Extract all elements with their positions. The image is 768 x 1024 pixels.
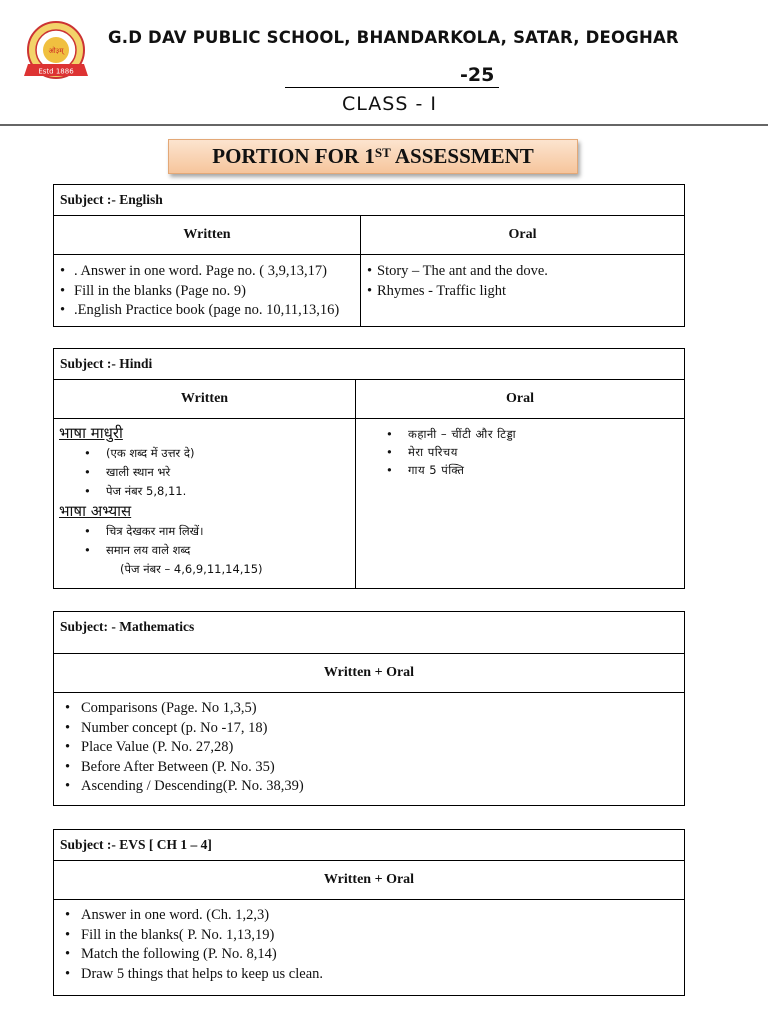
list-item: • Fill in the blanks (Page no. 9) (54, 282, 360, 302)
hindi-section-title: भाषा माधुरी (59, 424, 123, 442)
list-item: • पेज नंबर 5,8,11. (54, 482, 355, 501)
english-written-list (54, 262, 360, 321)
math-topic-list (54, 699, 684, 797)
math-subject: Subject: - Mathematics (60, 619, 195, 634)
list-item: • Number concept (p. No -17, 18) (59, 719, 684, 739)
assessment-banner: PORTION FOR 1ST ASSESSMENT (168, 139, 578, 174)
list-item: • . Answer in one word. Page no. ( 3,9,13,17) (54, 262, 360, 282)
list-item: • गाय 5 पंक्ति (356, 461, 684, 479)
year-underline (285, 87, 499, 88)
evs-topic-list (54, 906, 684, 984)
list-item: • कहानी – चींटी और टिड्डा (356, 425, 684, 443)
evs-column-header: Written + Oral (323, 872, 415, 887)
english-subject: Subject :- English (60, 192, 163, 207)
list-item: • खाली स्थान भरे (54, 463, 355, 482)
english-oral-list (361, 262, 684, 301)
hindi-table (53, 348, 685, 589)
hindi-oral-header: Oral (355, 380, 684, 418)
school-name: G.D DAV PUBLIC SCHOOL, BHANDARKOLA, SATAR, DEOGHAR (108, 28, 679, 47)
list-item: • चित्र देखकर नाम लिखें। (54, 522, 355, 541)
list-item: • Before After Between (P. No. 35) (59, 758, 684, 778)
list-item: • Rhymes - Traffic light (361, 282, 684, 302)
evs-table (53, 829, 685, 996)
list-item: • Story – The ant and the dove. (361, 262, 684, 282)
hindi-page-note: (पेज नंबर – 4,6,9,11,14,15) (120, 562, 263, 576)
english-oral-header: Oral (360, 216, 684, 254)
header-divider (0, 124, 768, 126)
list-item: • (एक शब्द में उत्तर दे) (54, 444, 355, 463)
svg-text:Estd 1886: Estd 1886 (38, 67, 74, 76)
list-item: • मेरा परिचय (356, 443, 684, 461)
session-year: -25 (460, 64, 495, 86)
class-label: CLASS - I (342, 93, 437, 115)
evs-subject: Subject :- EVS [ CH 1 – 4] (60, 837, 212, 852)
list-item: • Fill in the blanks( P. No. 1,13,19) (59, 926, 684, 946)
hindi-section2-list (54, 522, 355, 560)
hindi-subject: Subject :- Hindi (60, 356, 153, 371)
english-table (53, 184, 685, 327)
english-written-header: Written (183, 227, 231, 242)
hindi-written-header: Written (180, 391, 229, 406)
hindi-section1-list (54, 444, 355, 501)
hindi-oral-list (356, 425, 684, 479)
svg-text:ओ३म्: ओ३म् (48, 47, 64, 55)
math-table (53, 611, 685, 806)
list-item: • Answer in one word. (Ch. 1,2,3) (59, 906, 684, 926)
list-item: • Comparisons (Page. No 1,3,5) (59, 699, 684, 719)
list-item: • समान लय वाले शब्द (54, 541, 355, 560)
list-item: • Draw 5 things that helps to keep us clean. (59, 965, 684, 985)
math-column-header: Written + Oral (323, 665, 415, 680)
list-item: • Ascending / Descending(P. No. 38,39) (59, 777, 684, 797)
list-item: • Place Value (P. No. 27,28) (59, 738, 684, 758)
school-logo (22, 20, 90, 84)
hindi-section-title: भाषा अभ्यास (59, 502, 132, 520)
list-item: • .English Practice book (page no. 10,11,13,16) (54, 301, 360, 321)
list-item: • Match the following (P. No. 8,14) (59, 945, 684, 965)
